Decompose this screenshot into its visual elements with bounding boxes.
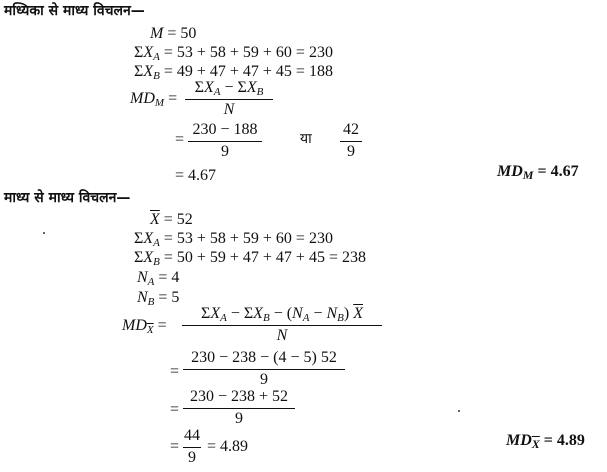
section-heading-median: मध्यिका से माध्य विचलन—: [4, 3, 145, 19]
md-xbar-step2-eq: =: [170, 401, 180, 418]
md-xbar-formula-fraction: $\Sigma X_A - \Sigma X_B - (N_A - N_B)$ $\overline{X}$ N: [182, 306, 382, 345]
na-line: $N_A = 4$: [137, 269, 180, 288]
sum-xa-line: $\Sigma X_A = 53 + 58 + 59 + 60 = 230$: [134, 44, 333, 63]
md-xbar-step3-fraction: [183, 428, 201, 467]
section-heading-mean: माध्य से माध्य विचलन—: [4, 190, 131, 206]
md-m-step1-num: 230 − 188: [192, 121, 258, 138]
md-m-result-value: = 4.67: [537, 163, 579, 180]
sum-xa-value: = 53 + 58 + 59 + 60 = 230: [163, 44, 333, 61]
stray-mark-2: [458, 410, 460, 412]
md-xbar-step3-num: 44: [184, 427, 200, 444]
stray-mark: [43, 232, 45, 234]
md-xbar-step1-num: 230 − 238 − (4 − 5) 52: [191, 349, 337, 366]
md-m-final-value: = 4.67: [175, 167, 217, 184]
md-xbar-step3-eq: =: [170, 438, 180, 455]
md-m-step2-fraction: [340, 122, 362, 161]
md-m-step2-num: 42: [343, 121, 359, 138]
md-m-formula-fraction: $\Sigma X_A - \Sigma X_B$ N: [185, 80, 273, 119]
md-xbar-step2-fraction: [183, 389, 295, 428]
md-xbar-result-value: = 4.89: [543, 432, 585, 449]
nb-line: $N_B = 5$: [137, 289, 180, 308]
md-m-result: $MD_M = 4.67$: [497, 163, 579, 182]
md-xbar-step3-den: 9: [188, 448, 196, 466]
md-xbar-step2-num: 230 − 238 + 52: [189, 388, 289, 405]
xbar-line: $\overline{X} = 52$: [150, 211, 193, 228]
sum-xb-line: $\Sigma X_B = 49 + 47 + 47 + 45 = 188$: [134, 63, 333, 82]
na-value: = 4: [158, 269, 180, 286]
md-xbar-step1-fraction: [183, 350, 345, 389]
md-m-label: $MD_M$ =: [130, 90, 178, 109]
md-m-step1-eq: =: [175, 131, 185, 148]
mean-sum-xb-value: = 50 + 59 + 47 + 47 + 45 = 238: [163, 249, 366, 266]
md-m-step2-den: 9: [347, 142, 355, 160]
md-xbar-step1-den: 9: [260, 370, 268, 388]
ya-word: या: [300, 131, 312, 147]
md-m-step1-den: 9: [221, 142, 229, 160]
md-xbar-step2-den: 9: [235, 409, 243, 427]
xbar-value: = 52: [163, 211, 193, 228]
mean-sum-xa-line: $\Sigma X_A = 53 + 58 + 59 + 60 = 230$: [134, 230, 333, 249]
md-xbar-label: $MD_{\overline{X}}$ =: [122, 317, 167, 336]
median-value-line: M = 50: [150, 25, 197, 42]
mean-sum-xa-value: = 53 + 58 + 59 + 60 = 230: [163, 230, 333, 247]
md-xbar-step3-value: = 4.89: [207, 438, 249, 455]
md-xbar-step1-eq: =: [170, 363, 180, 380]
nb-value: = 5: [158, 289, 180, 306]
md-xbar-result: $MD_{\overline{X}} = 4.89$: [506, 432, 585, 451]
md-xbar-formula-den: N: [276, 326, 288, 344]
md-m-formula-den: N: [223, 100, 235, 118]
sum-xb-value: = 49 + 47 + 47 + 45 = 188: [163, 63, 333, 80]
md-m-step1-fraction: [188, 122, 262, 161]
mean-sum-xb-line: $\Sigma X_B = 50 + 59 + 47 + 47 + 45 = 238$: [134, 249, 366, 268]
